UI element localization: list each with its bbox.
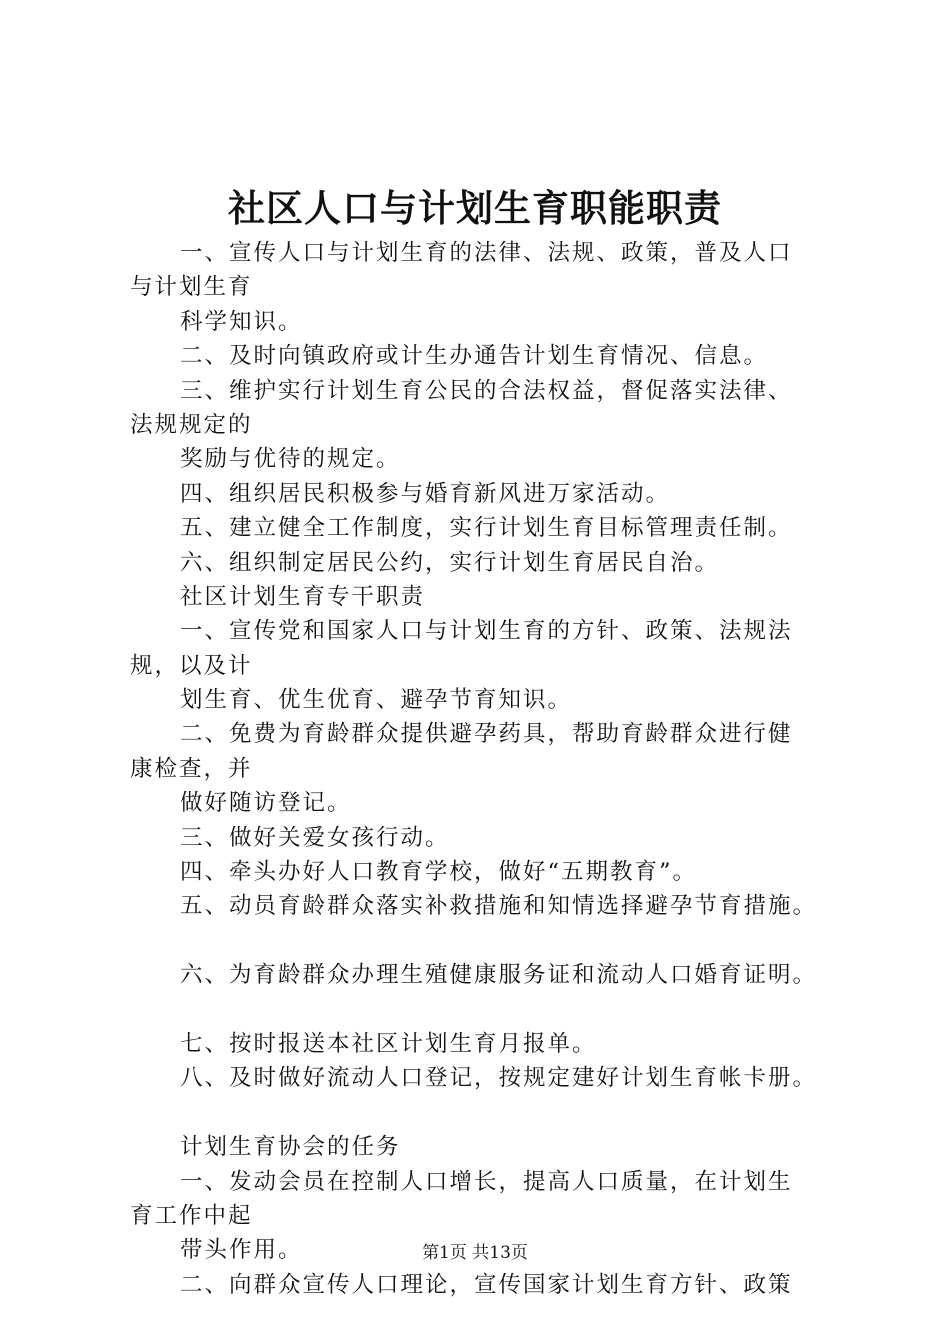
- blank-line: [130, 993, 860, 1027]
- paragraph-line: 划生育、优生优育、避孕节育知识。: [180, 687, 573, 714]
- paragraph-line: 康检查，并: [130, 755, 253, 782]
- paragraph-line: 四、组织居民积极参与婚育新风进万家活动。: [180, 480, 671, 507]
- paragraph-line: 奖励与优待的规定。: [180, 446, 401, 473]
- paragraph-line: 与计划生育: [130, 274, 253, 301]
- section-heading: 计划生育协会的任务: [180, 1134, 401, 1161]
- paragraph-line: 八、及时做好流动人口登记，按规定建好计划生育帐卡册。: [180, 1065, 818, 1092]
- paragraph-line: 五、建立健全工作制度，实行计划生育目标管理责任制。: [180, 515, 793, 542]
- paragraph-line: 六、组织制定居民公约，实行计划生育居民自治。: [180, 549, 720, 576]
- blank-line: [130, 1096, 860, 1130]
- paragraph-line: 二、免费为育龄群众提供避孕药具，帮助育龄群众进行健: [180, 721, 793, 748]
- page-title: 社区人口与计划生育职能职责: [228, 186, 722, 230]
- paragraph-line: 四、牵头办好人口教育学校，做好“五期教育”。: [180, 859, 698, 886]
- page-footer: 第1页 共13页: [422, 1243, 528, 1263]
- paragraph-line: 五、动员育龄群众落实补救措施和知情选择避孕节育措施。: [180, 893, 818, 920]
- paragraph-line: 六、为育龄群众办理生殖健康服务证和流动人口婚育证明。: [180, 962, 818, 989]
- paragraph-line: 二、向群众宣传人口理论，宣传国家计划生育方针、政策: [180, 1271, 793, 1298]
- paragraph-line: 做好随访登记。: [180, 790, 352, 817]
- paragraph-line: 科学知识。: [180, 308, 303, 335]
- paragraph-line: 二、及时向镇政府或计生办通告计划生育情况、信息。: [180, 343, 769, 370]
- paragraph-line: 一、发动会员在控制人口增长，提高人口质量，在计划生: [180, 1168, 793, 1195]
- document-body: [130, 236, 860, 1302]
- section-heading: 社区计划生育专干职责: [180, 583, 426, 610]
- paragraph-line: 带头作用。: [180, 1237, 303, 1264]
- paragraph-line: 法规规定的: [130, 411, 253, 438]
- blank-line: [130, 924, 860, 958]
- paragraph-line: 七、按时报送本社区计划生育月报单。: [180, 1030, 597, 1057]
- paragraph-line: 育工作中起: [130, 1202, 253, 1229]
- paragraph-line: 一、宣传党和国家人口与计划生育的方针、政策、法规法: [180, 618, 793, 645]
- paragraph-line: 三、做好关爱女孩行动。: [180, 824, 450, 851]
- paragraph-line: 三、维护实行计划生育公民的合法权益，督促落实法律、: [180, 377, 793, 404]
- paragraph-line: 一、宣传人口与计划生育的法律、法规、政策，普及人口: [180, 240, 793, 266]
- paragraph-line: 规，以及计: [130, 652, 253, 679]
